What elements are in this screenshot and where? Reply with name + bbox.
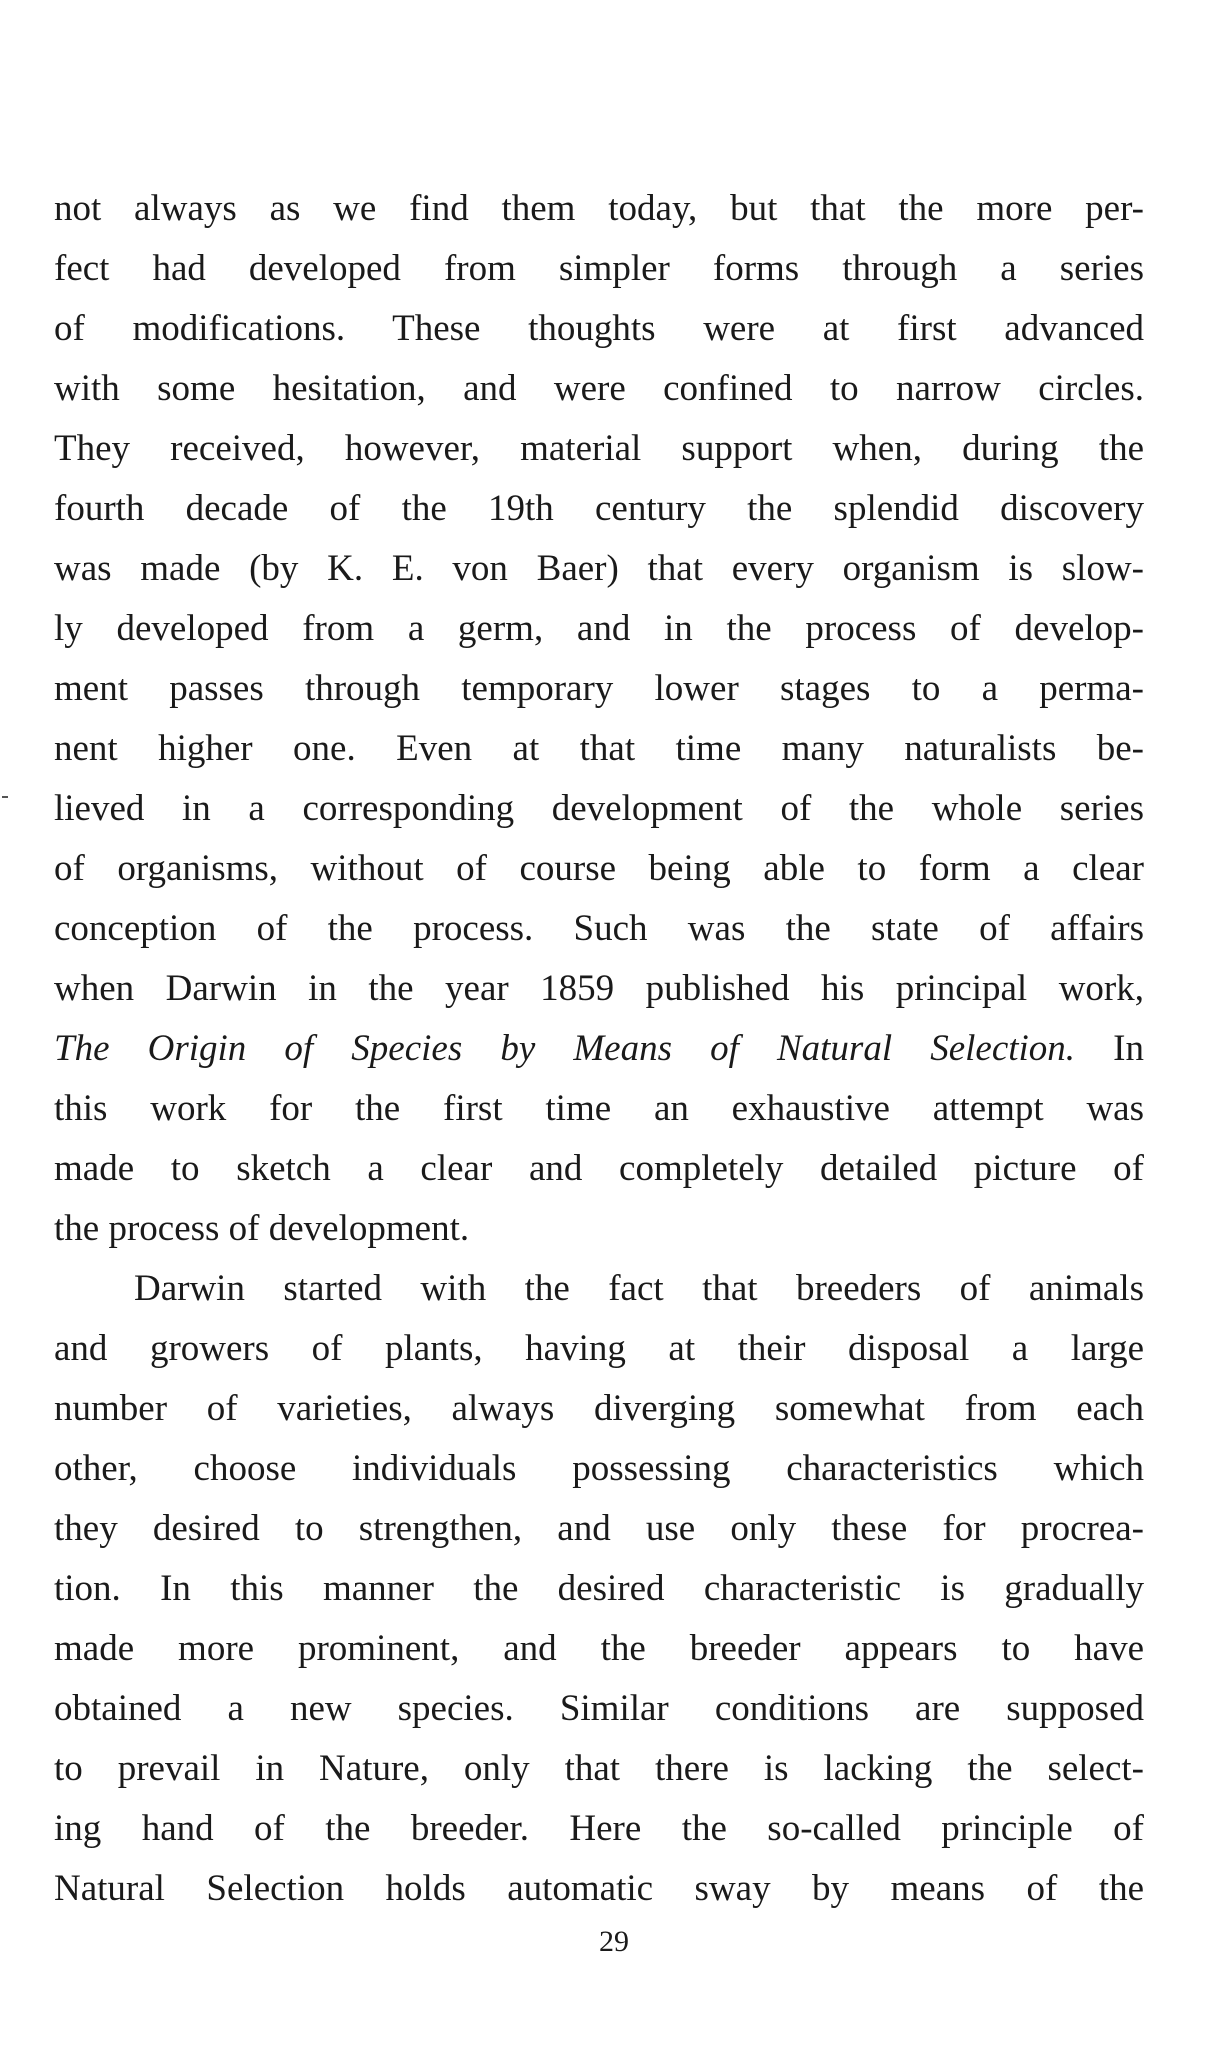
line-tail: In bbox=[1113, 1028, 1144, 1069]
text-line: with some hesitation, and were confined to narrow circles. bbox=[54, 368, 1144, 409]
text-line: ment passes through temporary lower stages to a perma- bbox=[54, 668, 1144, 709]
text-line: they desired to strengthen, and use only these for procrea- bbox=[54, 1508, 1144, 1549]
paragraph-2 bbox=[54, 1259, 1144, 1919]
page-number: 29 bbox=[599, 1925, 629, 1958]
italic-title-line bbox=[54, 1019, 1144, 1079]
paragraph-1 bbox=[54, 179, 1144, 1259]
book-title: The Origin of Species by Means of Natural Selection. bbox=[54, 1028, 1076, 1069]
text-line: number of varieties, always diverging somewhat from each bbox=[54, 1388, 1144, 1429]
text-line: the process of development. bbox=[54, 1208, 470, 1249]
text-line: was made (by K. E. von Baer) that every organism is slow- bbox=[54, 548, 1144, 589]
text-line: ly developed from a germ, and in the process of develop- bbox=[54, 608, 1144, 649]
text-line: when Darwin in the year 1859 published his principal work, bbox=[54, 968, 1144, 1009]
text-line: lieved in a corresponding development of the whole series bbox=[54, 788, 1144, 829]
text-line: They received, however, material support when, during the bbox=[54, 428, 1144, 469]
margin-mark bbox=[2, 796, 8, 798]
text-line: this work for the first time an exhaustive attempt was bbox=[54, 1088, 1144, 1129]
text-line: other, choose individuals possessing characteristics which bbox=[54, 1448, 1144, 1489]
body-text bbox=[54, 179, 1144, 1919]
text-line: of modifications. These thoughts were at first advanced bbox=[54, 308, 1144, 349]
text-line: made to sketch a clear and completely detailed picture of bbox=[54, 1148, 1144, 1189]
text-line: Natural Selection holds automatic sway by means of the bbox=[54, 1868, 1144, 1909]
text-line: conception of the process. Such was the state of affairs bbox=[54, 908, 1144, 949]
text-line: nent higher one. Even at that time many naturalists be- bbox=[54, 728, 1144, 769]
text-line: fect had developed from simpler forms through a series bbox=[54, 248, 1144, 289]
text-line: obtained a new species. Similar conditions are supposed bbox=[54, 1688, 1144, 1729]
text-line: of organisms, without of course being able to form a clear bbox=[54, 848, 1144, 889]
text-line: made more prominent, and the breeder appears to have bbox=[54, 1628, 1144, 1669]
text-line: ing hand of the breeder. Here the so-called principle of bbox=[54, 1808, 1144, 1849]
text-line: to prevail in Nature, only that there is lacking the select- bbox=[54, 1748, 1144, 1789]
text-line: Darwin started with the fact that breeders of animals bbox=[134, 1268, 1144, 1309]
text-line: tion. In this manner the desired characteristic is gradually bbox=[54, 1568, 1144, 1609]
text-line: not always as we find them today, but that the more per- bbox=[54, 188, 1144, 229]
text-line: and growers of plants, having at their disposal a large bbox=[54, 1328, 1144, 1369]
text-line: fourth decade of the 19th century the splendid discovery bbox=[54, 488, 1144, 529]
